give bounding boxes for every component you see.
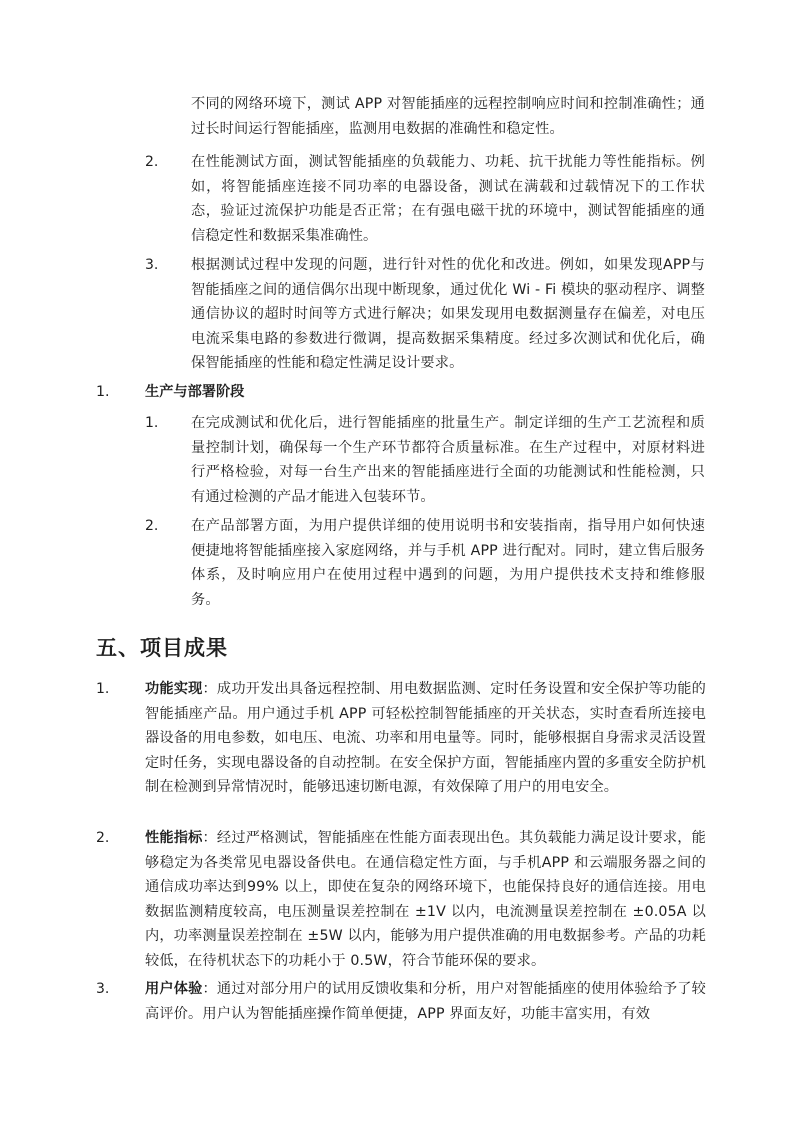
- item-label: 性能指标: [145, 830, 203, 846]
- test-item: [145, 150, 705, 248]
- item-paragraph: [145, 977, 706, 1026]
- item-number: 1.: [145, 415, 159, 431]
- item-text: ：成功开发出具备远程控制、用电数据监测、定时任务设置和安全保护等功能的智能插座产品。用户通过手机 APP 可轻松控制智能插座的开关状态，实时查看所连接电器设备的用电参数，如电压、电流、功率和用电量等。同时，能够根据自身需求灵活设置定时任务，实现电器设备的自动控制。在安全保护方面，智能插座内置的多重安全防护机制在检测到异常情况时，能够迅速切断电源，有效保障了用户的用电安全。: [145, 681, 706, 795]
- section-title: 五、项目成果: [96, 636, 228, 660]
- phase-label: 生产与部署阶段: [145, 384, 245, 400]
- item-number: 3.: [96, 981, 110, 997]
- item-number: 2.: [96, 830, 110, 846]
- item-number: 3.: [145, 257, 159, 273]
- result-item: [96, 826, 706, 973]
- phase-number: 1.: [96, 384, 110, 400]
- phase-item: [145, 411, 705, 509]
- item-text: ：通过对部分用户的试用反馈收集和分析，用户对智能插座的使用体验给予了较高评价。用户认为智能插座操作简单便捷，APP 界面友好，功能丰富实用，有效: [145, 981, 706, 1022]
- item-number: 1.: [96, 681, 110, 697]
- test-item: [145, 253, 705, 376]
- item-label: 功能实现: [145, 681, 203, 697]
- item-paragraph: [145, 677, 706, 800]
- item-text: 在产品部署方面，为用户提供详细的使用说明书和安装指南，指导用户如何快速便捷地将智能插座接入家庭网络，并与手机 APP 进行配对。同时，建立售后服务体系，及时响应用户在使用过程中遇到的问题，为用户提供技术支持和维修服务。: [191, 518, 705, 608]
- continuation-paragraph: [145, 92, 705, 141]
- item-text: 根据测试过程中发现的问题，进行针对性的优化和改进。例如，如果发现APP与智能插座之间的通信偶尔出现中断现象，通过优化 Wi - Fi 模块的驱动程序、调整通信协议的超时时间等方式进行解决；如果发现用电数据测量存在偏差，对电压电流采集电路的参数进行微调，提高数据采集精度。经过多次测试和优化后，确保智能插座的性能和稳定性满足设计要求。: [191, 257, 705, 371]
- item-number: 2.: [145, 518, 159, 534]
- item-label: 用户体验: [145, 981, 203, 997]
- phase-item: [145, 514, 705, 612]
- item-text: ：经过严格测试，智能插座在性能方面表现出色。其负载能力满足设计要求，能够稳定为各类常见电器设备供电。在通信稳定性方面，与手机APP 和云端服务器之间的通信成功率达到99% 以上，即使在复杂的网络环境下，也能保持良好的通信连接。用电数据监测精度较高，电压测量误差控制在 ±1V 以内，电流测量误差控制在 ±0.05A 以内，功率测量误差控制在 ±5W 以内，能够为用户提供准确的用电数据参考。产品的功耗较低，在待机状态下的功耗小于 0.5W，符合节能环保的要求。: [145, 830, 706, 969]
- item-number: 2.: [145, 154, 159, 170]
- result-item: [96, 677, 706, 800]
- paragraph-text: 不同的网络环境下，测试 APP 对智能插座的远程控制响应时间和控制准确性；通过长时间运行智能插座，监测用电数据的准确性和稳定性。: [191, 96, 705, 137]
- item-text: 在性能测试方面，测试智能插座的负载能力、功耗、抗干扰能力等性能指标。例如，将智能插座连接不同功率的电器设备，测试在满载和过载情况下的工作状态，验证过流保护功能是否正常；在有强电磁干扰的环境中，测试智能插座的通信稳定性和数据采集准确性。: [191, 154, 705, 244]
- item-paragraph: [145, 826, 706, 973]
- result-item: [96, 977, 706, 1026]
- item-text: 在完成测试和优化后，进行智能插座的批量生产。制定详细的生产工艺流程和质量控制计划，确保每一个生产环节都符合质量标准。在生产过程中，对原材料进行严格检验，对每一台生产出来的智能插座进行全面的功能测试和性能检测，只有通过检测的产品才能进入包装环节。: [191, 415, 705, 505]
